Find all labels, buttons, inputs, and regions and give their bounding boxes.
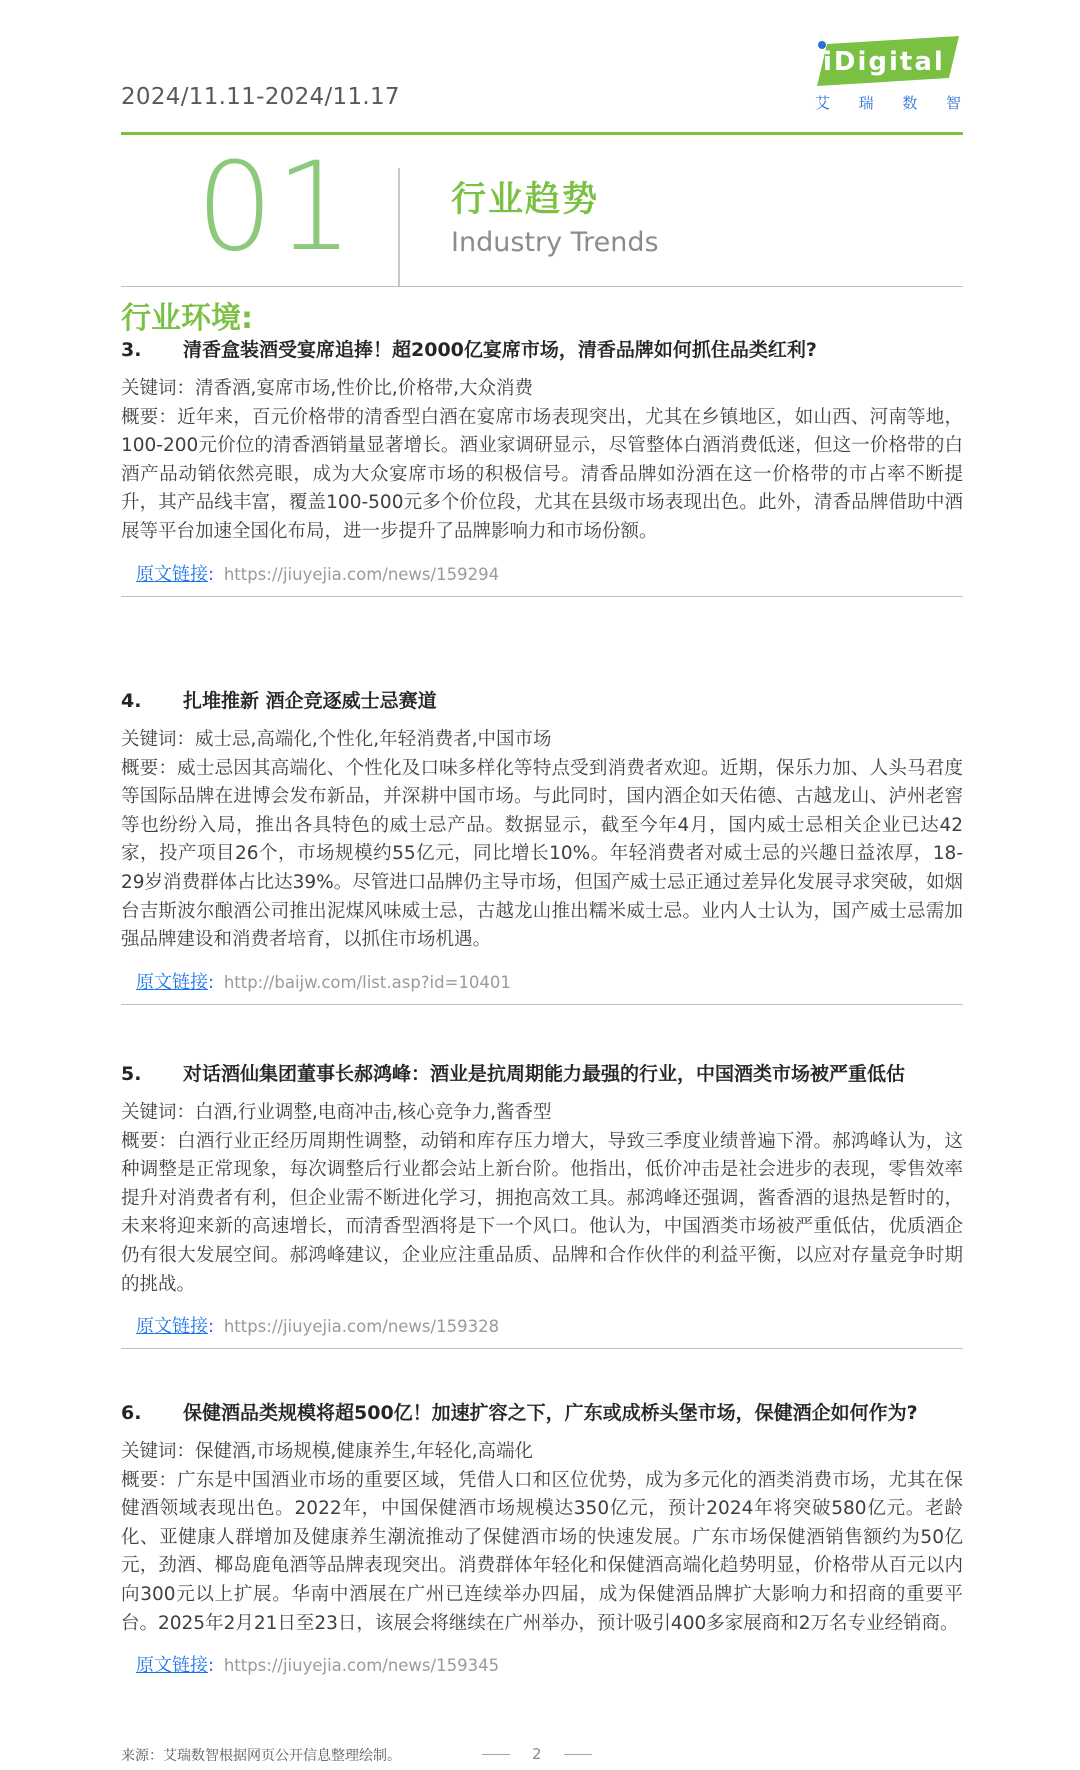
- news-item-5: [121, 1057, 963, 1349]
- logo-mark: [813, 36, 963, 92]
- source-link[interactable]: 原文链接: [136, 971, 208, 993]
- section-bottom-rule: [121, 286, 963, 287]
- source-link-row: 原文链接: https://jiuyejia.com/news/159294: [136, 563, 500, 585]
- news-keywords: 关键词：威士忌,高端化,个性化,年轻消费者,中国市场: [121, 729, 552, 750]
- news-item-4: [121, 684, 963, 1005]
- news-number: 6.: [121, 1402, 142, 1424]
- news-title: 4. 扎堆推新 酒企竞逐威士忌赛道: [121, 684, 963, 718]
- news-item-6: [121, 1396, 963, 1681]
- news-summary: 概要：广东是中国酒业市场的重要区域，凭借人口和区位优势，成为多元化的酒类消费市场，尤其在保健酒领域表现出色。2022年，中国保健酒市场规模达350亿元，预计2024年将突破580亿元。老龄化、亚健康人群增加及健康养生潮流推动了保健酒市场的快速发展。广东市场保健酒销售额约为50亿元，劲酒、椰岛鹿龟酒等品牌表现突出。消费群体年轻化和保健酒高端化趋势明显，价格带从百元以内向300元以上扩展。华南中酒展在广州已连续举办四届，成为保健酒品牌扩大影响力和招商的重要平台。2025年2月21日至23日，该展会将继续在广州举办，预计吸引400多家展商和2万名专业经销商。: [121, 1469, 963, 1634]
- source-link[interactable]: 原文链接: [136, 563, 208, 585]
- source-url[interactable]: https://jiuyejia.com/news/159345: [223, 1656, 500, 1676]
- logo-wordmark: iDigital: [823, 47, 945, 77]
- header-divider: [121, 132, 963, 135]
- news-keywords: 关键词：保健酒,市场规模,健康养生,年轻化,高端化: [121, 1441, 534, 1462]
- news-number: 4.: [121, 690, 142, 712]
- page-number: 2: [532, 1745, 542, 1763]
- logo-cn-text: 艾 瑞 数 智: [815, 94, 961, 112]
- item-divider: [121, 1348, 963, 1349]
- page-indicator: [482, 1745, 592, 1763]
- news-title: 3. 清香盒装酒受宴席追捧！超2000亿宴席市场，清香品牌如何抓住品类红利?: [121, 333, 963, 367]
- section-divider: [398, 168, 400, 286]
- news-summary: 概要：威士忌因其高端化、个性化及口味多样化等特点受到消费者欢迎。近期，保乐力加、人头马君度等国际品牌在进博会发布新品，并深耕中国市场。与此同时，国内酒企如天佑德、古越龙山、泸州老窖等也纷纷入局，推出各具特色的威士忌产品。数据显示，截至今年4月，国内威士忌相关企业已达42家，投产项目26个，市场规模约55亿元，同比增长10%。年轻消费者对威士忌的兴趣日益浓厚，18-29岁消费群体占比达39%。尽管进口品牌仍主导市场，但国产威士忌正通过差异化发展寻求突破，如烟台吉斯波尔酿酒公司推出泥煤风味威士忌，古越龙山推出糯米威士忌。业内人士认为，国产威士忌需加强品牌建设和消费者培育，以抓住市场机遇。: [121, 757, 963, 951]
- source-url[interactable]: https://jiuyejia.com/news/159294: [223, 564, 500, 584]
- item-divider: [121, 1004, 963, 1005]
- source-link-row: 原文链接: http://baijw.com/list.asp?id=10401: [136, 971, 511, 993]
- idigital-logo: [813, 36, 963, 116]
- source-url[interactable]: https://jiuyejia.com/news/159328: [223, 1317, 500, 1337]
- industry-environment-heading: 行业环境:: [121, 301, 253, 336]
- source-note: 来源：艾瑞数智根据网页公开信息整理绘制。: [121, 1748, 401, 1764]
- date-range: 2024/11.11-2024/11.17: [121, 84, 400, 110]
- section-title: 行业趋势: [451, 180, 600, 220]
- item-divider: [121, 596, 963, 597]
- news-keywords: 关键词：清香酒,宴席市场,性价比,价格带,大众消费: [121, 378, 534, 399]
- pager-dash-left: [482, 1754, 510, 1755]
- news-number: 5.: [121, 1063, 142, 1085]
- pager-dash-right: [564, 1754, 592, 1755]
- news-summary: 概要：近年来，百元价格带的清香型白酒在宴席市场表现突出，尤其在乡镇地区，如山西、河南等地，100-200元价位的清香酒销量显著增长。酒业家调研显示，尽管整体白酒消费低迷，但这一价格带的白酒产品动销依然亮眼，成为大众宴席市场的积极信号。清香品牌如汾酒在这一价格带的市占率不断提升，其产品线丰富，覆盖100-500元多个价位段，尤其在县级市场表现出色。此外，清香品牌借助中酒展等平台加速全国化布局，进一步提升了品牌影响力和市场份额。: [121, 406, 963, 542]
- source-link-row: 原文链接: https://jiuyejia.com/news/159345: [136, 1655, 500, 1677]
- source-link[interactable]: 原文链接: [136, 1655, 208, 1677]
- news-keywords: 关键词：白酒,行业调整,电商冲击,核心竞争力,酱香型: [121, 1102, 552, 1123]
- section-number: 01: [196, 136, 356, 278]
- source-link-row: 原文链接: https://jiuyejia.com/news/159328: [136, 1316, 500, 1338]
- section-subtitle: Industry Trends: [451, 227, 659, 258]
- news-title: 6. 保健酒品类规模将超500亿！加速扩容之下，广东或成桥头堡市场，保健酒企如何作为?: [121, 1396, 963, 1430]
- news-number: 3.: [121, 339, 142, 361]
- news-title: 5. 对话酒仙集团董事长郝鸿峰：酒业是抗周期能力最强的行业，中国酒类市场被严重低估: [121, 1057, 963, 1091]
- news-summary: 概要：白酒行业正经历周期性调整，动销和库存压力增大，导致三季度业绩普遍下滑。郝鸿峰认为，这种调整是正常现象，每次调整后行业都会站上新台阶。他指出，低价冲击是社会进步的表现，零售效率提升对消费者有利，但企业需不断进化学习，拥抱高效工具。郝鸿峰还强调，酱香酒的退热是暂时的，未来将迎来新的高速增长，而清香型酒将是下一个风口。他认为，中国酒类市场被严重低估，优质酒企仍有很大发展空间。郝鸿峰建议，企业应注重品质、品牌和合作伙伴的利益平衡，以应对存量竞争时期的挑战。: [121, 1130, 963, 1295]
- source-url[interactable]: http://baijw.com/list.asp?id=10401: [223, 972, 511, 992]
- news-item-3: [121, 333, 963, 597]
- source-link[interactable]: 原文链接: [136, 1316, 208, 1338]
